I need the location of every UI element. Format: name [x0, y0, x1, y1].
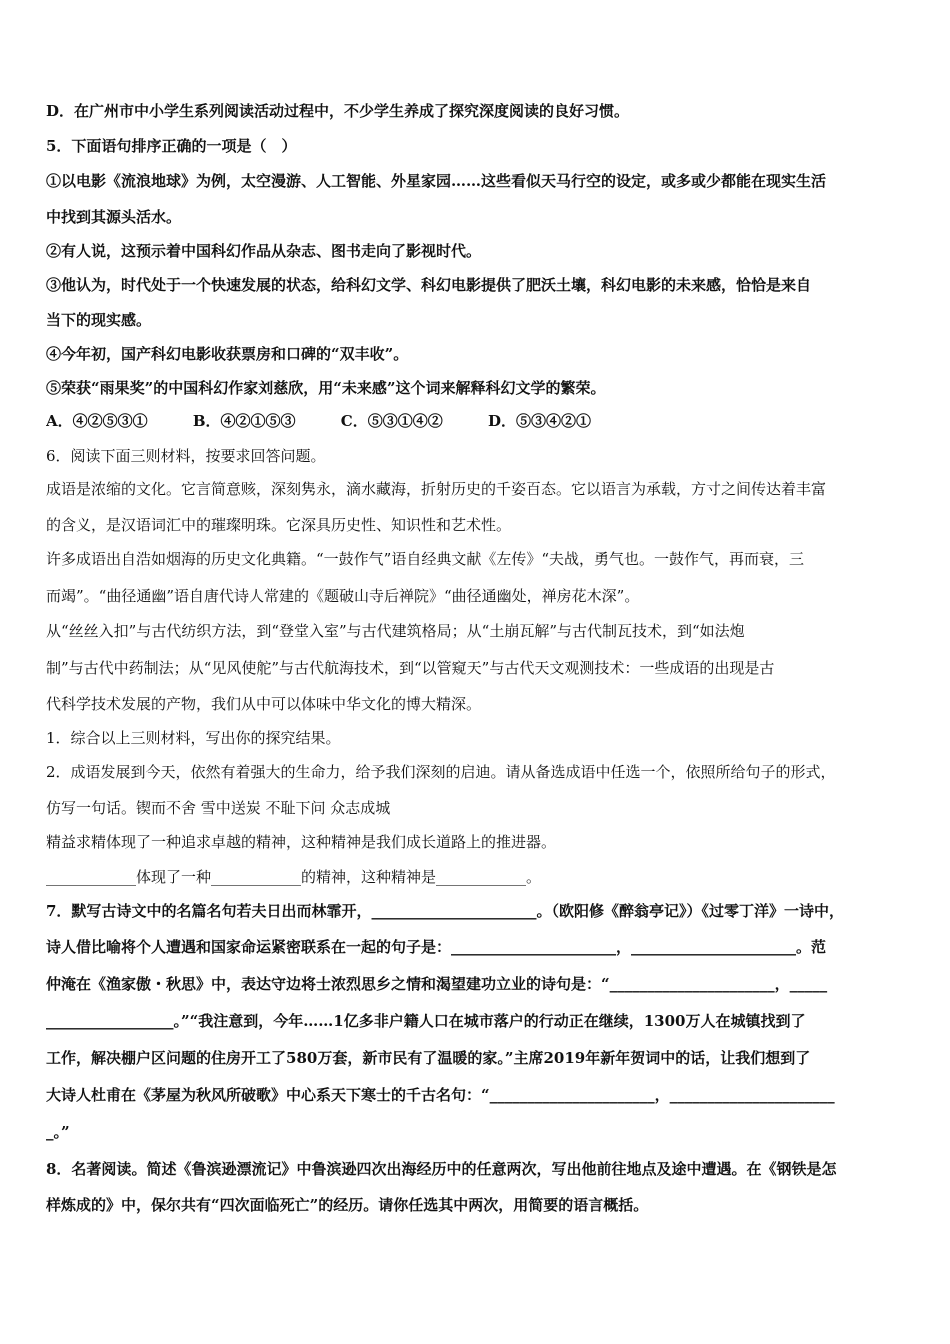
sentence-4: ④今年初，国产科幻电影收获票房和口碑的“双丰收”。: [46, 345, 409, 363]
sentence-1-line-2: 中找到其源头活水。: [46, 208, 182, 226]
question-7-line-6: 大诗人杜甫在《茅屋为秋风所破歌》中心系天下寒士的千古名句：“______________________，______________________: [46, 1086, 835, 1104]
question-7-line-1: 7．默写古诗文中的名篇名句若夫日出而林霏开，______________________。（欧阳修《醉翁亭记》）《过零丁洋》一诗中，: [46, 902, 844, 920]
sub-question-2-line-2: 仿写一句话。锲而不舍 雪中送炭 不耻下问 众志成城: [46, 799, 391, 817]
question-7-line-5: 工作，解决棚户区问题的住房开工了580万套，新市民有了温暖的家。”主席2019年新年贺词中的话，让我们想到了: [46, 1049, 811, 1067]
sentence-3-line-2: 当下的现实感。: [46, 311, 152, 329]
imitation-blanks[interactable]: ____________体现了一种____________的精神，这种精神是____________。: [46, 868, 542, 886]
question-7-line-7: _。”: [46, 1123, 70, 1141]
question-7-line-3: 仲淹在《渔家傲・秋思》中，表达守边将士浓烈思乡之情和渴望建功立业的诗句是：“______________________，_____: [46, 975, 828, 993]
answer-options: [46, 410, 912, 432]
example-sentence: 精益求精体现了一种追求卓越的精神，这种精神是我们成长道路上的推进器。: [46, 833, 557, 851]
sentence-3-line-1: ③他认为，时代处于一个快速发展的状态，给科幻文学、科幻电影提供了肥沃土壤，科幻电影的未来感，恰恰是来自: [46, 276, 812, 294]
material-1-line-1: 成语是浓缩的文化。它言简意赅，深刻隽永，滴水藏海，折射历史的千姿百态。它以语言为承载，方寸之间传达着丰富: [46, 480, 827, 498]
option-b[interactable]: B．④②①⑤③: [192, 412, 296, 430]
material-3-line-1: 从“丝丝入扣”与古代纺织方法，到“登堂入室”与古代建筑格局；从“土崩瓦解”与古代制瓦技术，到“如法炮: [46, 622, 745, 640]
material-2-line-1: 许多成语出自浩如烟海的历史文化典籍。“一鼓作气”语自经典文献《左传》“夫战，勇气也。一鼓作气，再而衰，三: [46, 550, 805, 568]
material-1-line-2: 的含义，是汉语词汇中的璀璨明珠。它深具历史性、知识性和艺术性。: [46, 516, 512, 534]
question-7-line-2: 诗人借比喻将个人遭遇和国家命运紧密联系在一起的句子是：______________________，______________________。范: [46, 938, 827, 956]
option-a[interactable]: A．④②⑤③①: [46, 412, 148, 430]
material-3-line-2: 制”与古代中药制法；从“见风使舵”与古代航海技术，到“以管窥天”与古代天文观测技术：一些成语的出现是古: [46, 659, 775, 677]
material-2-line-2: 而竭”。“曲径通幽”语自唐代诗人常建的《题破山寺后禅院》“曲径通幽处，禅房花木深”。: [46, 587, 640, 605]
sentence-5: ⑤荣获“雨果奖”的中国科幻作家刘慈欣，用“未来感”这个词来解释科幻文学的繁荣。: [46, 379, 606, 397]
material-3-line-3: 代科学技术发展的产物，我们从中可以体味中华文化的博大精深。: [46, 695, 482, 713]
sentence-2: ②有人说，这预示着中国科幻作品从杂志、图书走向了影视时代。: [46, 242, 482, 260]
question-8-line-1: 8．名著阅读。简述《鲁滨逊漂流记》中鲁滨逊四次出海经历中的任意两次，写出他前往地点及途中遭遇。在《钢铁是怎: [46, 1160, 837, 1178]
sub-question-1: 1．综合以上三则材料，写出你的探究结果。: [46, 729, 341, 747]
sentence-1-line-1: ①以电影《流浪地球》为例，太空漫游、人工智能、外星家园……这些看似天马行空的设定，或多或少都能在现实生活: [46, 172, 827, 190]
option-d[interactable]: D．⑤③④②①: [487, 412, 591, 430]
question-8-line-2: 样炼成的》中，保尔共有“四次面临死亡”的经历。请你任选其中两次，用简要的语言概括。: [46, 1196, 649, 1214]
option-d-text: D．在广州市中小学生系列阅读活动过程中，不少学生养成了探究深度阅读的良好习惯。: [46, 102, 630, 120]
question-7-line-4: _________________。”“我注意到，今年……1亿多非户籍人口在城市落户的行动正在继续，1300万人在城镇找到了: [46, 1012, 806, 1030]
sub-question-2-line-1: 2．成语发展到今天，依然有着强大的生命力，给予我们深刻的启迪。请从备选成语中任选一个，依照所给句子的形式，: [46, 763, 836, 781]
question-6-title: 6．阅读下面三则材料，按要求回答问题。: [46, 447, 326, 465]
question-5-title: 5．下面语句排序正确的一项是（ ）: [46, 137, 297, 155]
option-c[interactable]: C．⑤③①④②: [340, 412, 443, 430]
